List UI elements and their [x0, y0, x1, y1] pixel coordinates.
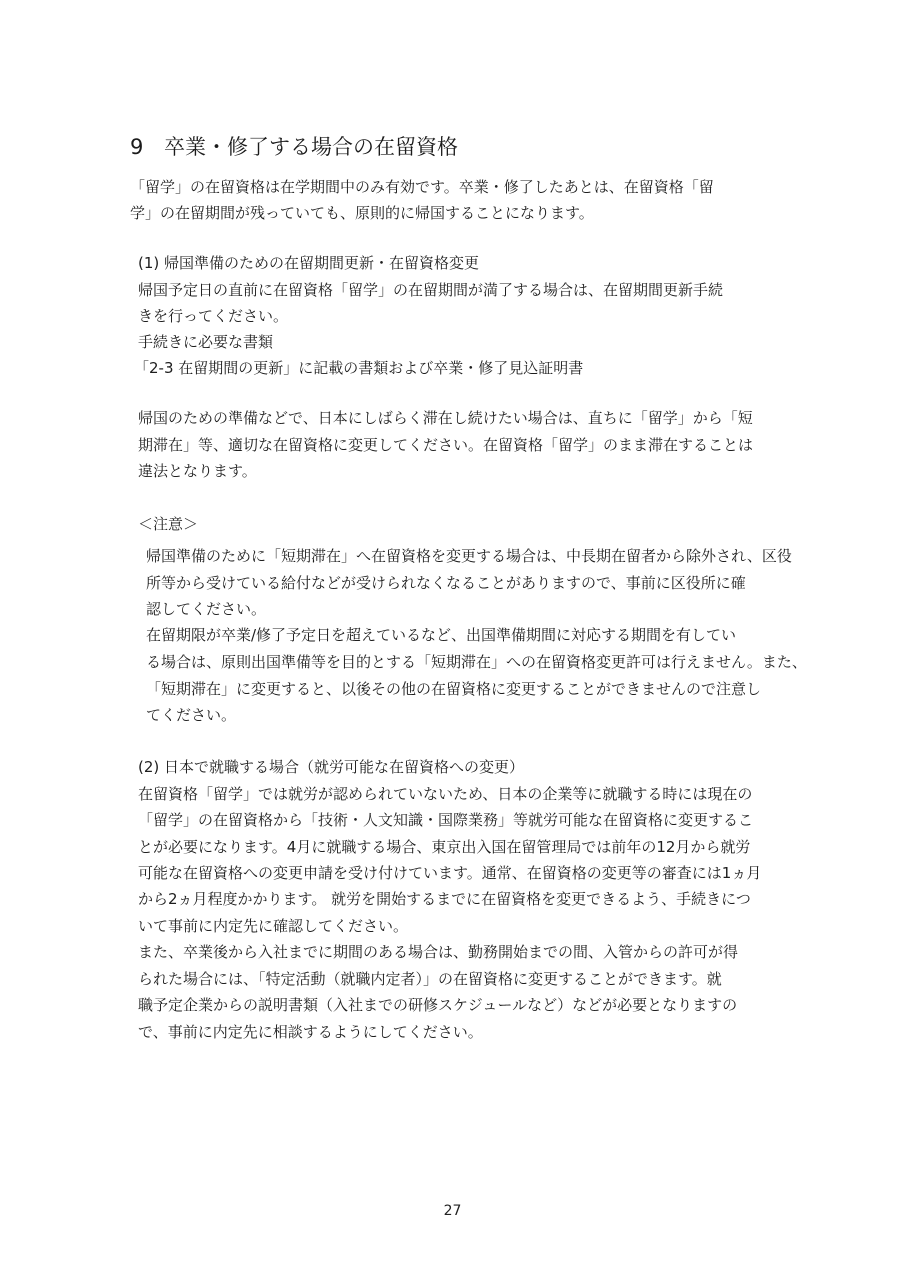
intro-line: 学」の在留期間が残っていても、原則的に帰国することになります。: [130, 204, 594, 222]
paragraph-line: 帰国予定日の直前に在留資格「留学」の在留期間が満了する場合は、在留期間更新手続: [138, 281, 724, 299]
caution-line: 「短期滞在」に変更すると、以後その他の在留資格に変更することができませんので注意し: [146, 680, 762, 698]
paragraph-line: 期滞在」等、適切な在留資格に変更してください。在留資格「留学」のまま滞在することは: [138, 436, 754, 454]
caution-line: 在留期限が卒業/修了予定日を超えているなど、出国準備期間に対応する期間を有してい: [146, 626, 737, 644]
paragraph-line: 「2-3 在留期間の更新」に記載の書類および卒業・修了見込証明書: [134, 359, 584, 377]
caution-line: る場合は、原則出国準備等を目的とする「短期滞在」への在留資格変更許可は行えません。また、: [146, 653, 807, 671]
paragraph-line: で、事前に内定先に相談するようにしてください。: [138, 1023, 483, 1041]
paragraph-line: られた場合には、「特定活動（就職内定者）」の在留資格に変更することができます。就: [138, 970, 722, 988]
section-heading: [130, 133, 458, 161]
paragraph-line: 違法となります。: [138, 462, 257, 480]
paragraph-line: 手続きに必要な書類: [138, 333, 274, 351]
paragraph-line: 「留学」の在留資格から「技術・人文知識・国際業務」等就労可能な在留資格に変更するこ: [138, 811, 754, 829]
caution-line: 帰国準備のために「短期滞在」へ在留資格を変更する場合は、中長期在留者から除外され、区役: [146, 547, 792, 565]
subsection-1-title: (1) 帰国準備のための在留期間更新・在留資格変更: [138, 254, 480, 272]
subsection-2-title: (2) 日本で就職する場合（就労可能な在留資格への変更）: [138, 758, 525, 776]
paragraph-line: いて事前に内定先に確認してください。: [138, 917, 409, 935]
section-number: 9: [130, 135, 144, 159]
paragraph-line: また、卒業後から入社までに期間のある場合は、勤務開始までの間、入管からの許可が得: [138, 943, 739, 961]
paragraph-line: 在留資格「留学」では就労が認められていないため、日本の企業等に就職する時には現在の: [138, 785, 753, 803]
page-number: 27: [443, 1203, 462, 1219]
section-title: 卒業・修了する場合の在留資格: [164, 135, 458, 159]
paragraph-line: 可能な在留資格への変更申請を受け付けています。通常、在留資格の変更等の審査には1ヵ月: [138, 864, 762, 882]
paragraph-line: 職予定企業からの説明書類（入社までの研修スケジュールなど）などが必要となりますの: [138, 996, 738, 1014]
caution-line: てください。: [146, 706, 237, 724]
paragraph-line: から2ヵ月程度かかります。 就労を開始するまでに在留資格を変更できるよう、手続きにつ: [138, 890, 751, 908]
caution-line: 認してください。: [146, 600, 267, 618]
paragraph-line: 帰国のための準備などで、日本にしばらく滞在し続けたい場合は、直ちに「留学」から「短: [138, 409, 753, 427]
paragraph-line: とが必要になります。4月に就職する場合、東京出入国在留管理局では前年の12月から就労: [138, 838, 751, 856]
paragraph-line: きを行ってください。: [138, 307, 289, 325]
intro-line: 「留学」の在留資格は在学期間中のみ有効です。卒業・修了したあとは、在留資格「留: [130, 178, 714, 196]
caution-label: ＜注意＞: [138, 515, 199, 533]
caution-line: 所等から受けている給付などが受けられなくなることがありますので、事前に区役所に確: [146, 574, 746, 592]
